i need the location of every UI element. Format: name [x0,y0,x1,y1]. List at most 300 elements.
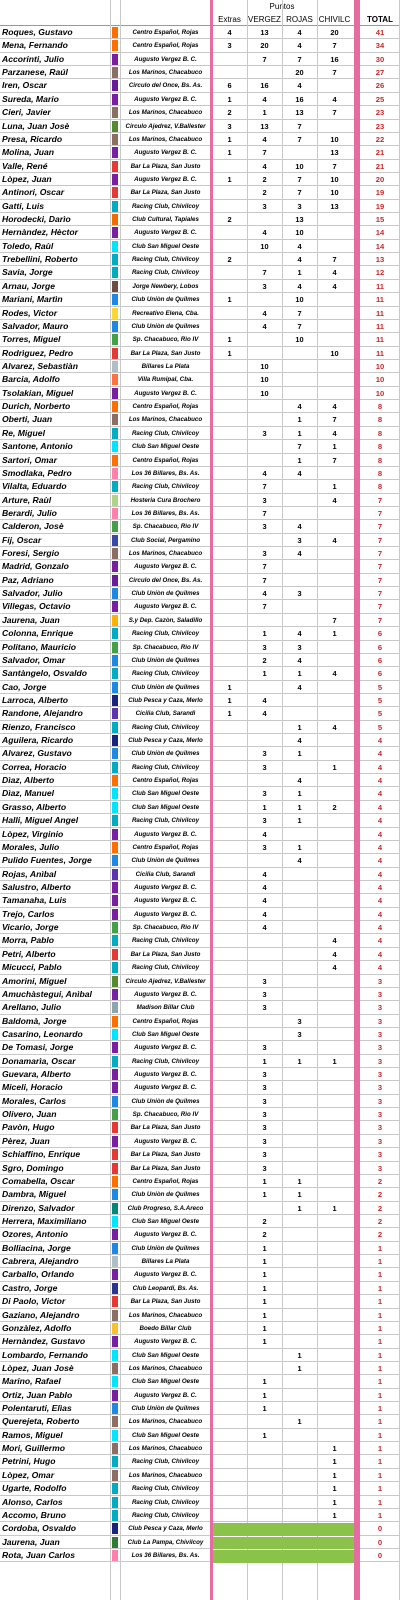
cell-rojas [282,1402,317,1415]
cell-extras [212,520,247,533]
cell-rojas [282,574,317,587]
cell-rojas: 4 [297,629,302,639]
club-color-swatch [112,281,118,292]
cell-chivilc: 1 [332,762,337,772]
cell-extras [212,1081,247,1094]
cell-total: 8 [377,442,383,452]
cell-vergez: 1 [262,1056,267,1066]
table-row [0,881,400,894]
cell-total: 2 [377,1190,383,1200]
table-row [0,1041,400,1054]
club-color-swatch [112,1203,118,1214]
cell-extras: 1 [227,94,232,104]
cell-chivilc [317,1349,352,1362]
table-row [0,1068,400,1081]
player-name: Foresi, Sergio [2,548,60,559]
cell-extras: 1 [227,335,232,345]
player-name: Durich, Norberto [2,401,71,412]
cell-rojas: 1 [297,802,302,812]
cell-rojas [282,1389,317,1402]
cell-total: 3 [377,989,383,999]
player-name: Mori, Guillermo [2,1443,66,1454]
table-row [0,186,400,199]
table-row [0,894,400,907]
club-color-swatch [112,254,118,265]
club-color-swatch [112,1269,118,1280]
cell-total: 4 [377,749,383,759]
club-color-swatch [112,495,118,506]
cell-chivilc [317,787,352,800]
cell-extras [212,1068,247,1081]
cell-extras [212,1415,247,1428]
player-name: Vicario, Jorge [2,922,59,933]
player-name: Savia, Jorge [2,267,53,278]
cell-chivilc: 1 [332,1203,337,1213]
club-color-swatch [112,615,118,626]
club-name: Cicilia Club, Sarandì [135,870,196,878]
cell-total: 1 [377,1470,383,1480]
cell-rojas: 4 [297,468,302,478]
player-name: Jaurena, Juan [2,614,60,625]
cell-chivilc [317,854,352,867]
player-name: Gatti, Luis [2,200,45,211]
cell-vergez: 1 [262,669,267,679]
cell-vergez: 3 [262,789,267,799]
cell-vergez: 7 [262,602,267,612]
club-name: Club Cultural, Tapiales [132,216,199,224]
club-color-swatch [112,842,118,853]
cell-total: 8 [377,415,383,425]
cell-chivilc [317,1335,352,1348]
cell-total: 3 [377,1136,383,1146]
club-name: Augusto Vergez B. C. [134,1071,197,1079]
player-name: Ramos, Miguel [2,1429,63,1440]
cell-total: 1 [377,1497,383,1507]
club-color-swatch [112,668,118,679]
player-name: Santàngelo, Osvaldo [2,668,88,679]
club-name: Bar La Plaza, San Justo [130,1298,201,1306]
club-color-swatch [112,1323,118,1334]
cell-vergez [247,681,282,694]
player-name: Petrini, Hugo [2,1456,56,1467]
cell-extras [212,547,247,560]
cell-chivilc [317,1322,352,1335]
cell-total: 5 [377,709,383,719]
club-name: Augusto Vergez B. C. [134,149,197,157]
club-color-swatch [112,628,118,639]
cell-rojas: 1 [297,789,302,799]
cell-total: 10 [375,375,385,385]
table-row [0,761,400,774]
cell-chivilc [317,1135,352,1148]
cell-chivilc [317,774,352,787]
club-name: Augusto Vergez B. C. [134,910,197,918]
cell-vergez: 7 [262,268,267,278]
table-row [0,868,400,881]
club-color-swatch [112,882,118,893]
club-name: Los Marinos, Chacabuco [128,69,203,77]
player-name: Comabella, Oscar [2,1175,75,1186]
cell-extras [212,574,247,587]
cell-vergez: 7 [262,562,267,572]
cell-chivilc [317,841,352,854]
cell-vergez: 1 [262,1310,267,1320]
table-row [0,253,400,266]
cell-extras [212,814,247,827]
club-name: Racing Club, Chivilcoy [131,630,200,638]
cell-rojas: 1 [297,722,302,732]
cell-rojas: 4 [297,402,302,412]
cell-rojas: 1 [297,1363,302,1373]
player-name: Vilalta, Eduardo [2,481,67,492]
zero-points-highlight [212,1523,356,1535]
club-name: Club San Miguel Oeste [131,1030,200,1038]
cell-total: 0 [377,1550,383,1560]
club-name: Circulo Ajedrez, V.Ballester [125,122,206,130]
cell-extras [212,1295,247,1308]
player-name: Randone, Alejandro [2,708,83,719]
club-name: Los Marinos, Chacabuco [128,1364,203,1372]
cell-chivilc: 1 [332,1470,337,1480]
cell-rojas: 7 [297,321,302,331]
cell-extras [212,934,247,947]
club-color-swatch [112,1336,118,1347]
player-name: Ortiz, Juan Pablo [2,1389,73,1400]
club-name: Club San Miguel Oeste [131,790,200,798]
cell-extras [212,948,247,961]
club-color-swatch [112,909,118,920]
cell-total: 1 [377,1337,383,1347]
cell-extras: 1 [227,148,232,158]
cell-rojas: 4 [297,81,302,91]
cell-chivilc: 7 [332,415,337,425]
cell-rojas: 10 [295,335,304,345]
cell-chivilc [317,560,352,573]
cell-vergez [247,934,282,947]
player-name: Santone, Antonio [2,441,73,452]
cell-rojas: 1 [297,669,302,679]
cell-rojas [282,1469,317,1482]
cell-total: 3 [377,1003,383,1013]
cell-chivilc: 16 [330,54,339,64]
cell-total: 8 [377,455,383,465]
cell-vergez [247,1015,282,1028]
club-name: Racing Club, Chivilcoy [131,670,200,678]
cell-vergez [247,1415,282,1428]
cell-extras [212,1095,247,1108]
player-name: Rienzo, Francisco [2,721,76,732]
player-name: Smodlaka, Pedro [2,467,72,478]
club-color-swatch [112,1029,118,1040]
header-row-top [0,0,400,13]
cell-total: 7 [377,562,383,572]
cell-chivilc [317,1028,352,1041]
club-name: Bar La Plaza, San Justo [130,950,201,958]
cell-rojas [282,1121,317,1134]
cell-chivilc [317,1295,352,1308]
player-name: Correa, Horacio [2,761,67,772]
club-name: Club Uniòn de Quilmes [131,750,200,758]
cell-rojas [282,1496,317,1509]
cell-extras [212,373,247,386]
cell-extras [212,387,247,400]
cell-chivilc [317,520,352,533]
table-row [0,333,400,346]
player-name: Ozores, Antonio [2,1229,69,1240]
cell-vergez: 1 [262,1377,267,1387]
header-row [0,13,400,26]
cell-total: 1 [377,1510,383,1520]
table-row [0,454,400,467]
cell-total: 8 [377,402,383,412]
player-name: Gonzàlez, Adolfo [2,1322,72,1333]
pink-separator-right [354,0,360,1600]
cell-total: 3 [377,1043,383,1053]
cell-chivilc [317,1015,352,1028]
club-name: Circulo del Once, Bs. As. [128,82,203,90]
club-color-swatch [112,1390,118,1401]
cell-extras [212,841,247,854]
cell-total: 4 [377,856,383,866]
table-row [0,280,400,293]
table-row [0,1188,400,1201]
cell-total: 4 [377,842,383,852]
cell-total: 3 [377,1083,383,1093]
club-name: Racing Club, Chivilcoy [131,723,200,731]
cell-rojas [282,881,317,894]
cell-rojas [282,975,317,988]
club-name: Club San Miguel Oeste [131,242,200,250]
cell-rojas [282,828,317,841]
table-row [0,427,400,440]
cell-chivilc: 4 [332,722,337,732]
cell-extras: 3 [227,41,232,51]
cell-extras [212,921,247,934]
club-name: Racing Club, Chivilcoy [131,202,200,210]
cell-total: 4 [377,963,383,973]
cell-chivilc [317,1268,352,1281]
club-name: Augusto Vergez B. C. [134,830,197,838]
cell-extras [212,1282,247,1295]
club-color-swatch [112,1416,118,1427]
cell-rojas [282,360,317,373]
cell-extras [212,1509,247,1522]
club-name: Circulo Ajedrez, V.Ballester [125,977,206,985]
cell-total: 1 [377,1430,383,1440]
cell-extras [212,507,247,520]
cell-total: 41 [375,28,385,37]
club-color-swatch [112,1002,118,1013]
club-color-swatch [112,1122,118,1133]
cell-extras [212,400,247,413]
cell-extras [212,774,247,787]
table-row [0,1295,400,1308]
cell-chivilc [317,988,352,1001]
cell-chivilc [317,79,352,92]
club-name: S.y Dep. Cazòn, Saladillo [128,616,203,624]
cell-extras [212,1389,247,1402]
cell-vergez: 3 [262,1096,267,1106]
cell-total: 1 [377,1377,383,1387]
cell-vergez: 3 [262,281,267,291]
club-name: Club Pesca y Caza, Merlo [128,696,203,704]
club-name: Club San Miguel Oeste [131,1378,200,1386]
table-row [0,200,400,213]
cell-chivilc [317,307,352,320]
club-color-swatch [112,294,118,305]
cell-vergez: 10 [260,241,269,251]
cell-rojas [282,560,317,573]
table-row [0,654,400,667]
club-name: Club Social, Pergamino [130,536,201,544]
cell-extras [212,1175,247,1188]
cell-chivilc [317,881,352,894]
club-name: Bar La Plaza, San Justo [130,349,201,357]
cell-total: 0 [377,1524,383,1534]
club-name: Madison Billar Club [136,1004,195,1012]
club-name: Club Progreso, S.A.Areco [127,1204,204,1212]
cell-chivilc: 1 [332,482,337,492]
cell-total: 1 [377,1484,383,1494]
cell-vergez [247,454,282,467]
club-color-swatch [112,468,118,479]
cell-chivilc [317,600,352,613]
cell-chivilc [317,1429,352,1442]
table-row [0,1121,400,1134]
player-name: Trejo, Carlos [2,908,55,919]
club-color-swatch [112,1497,118,1508]
cell-rojas [282,908,317,921]
club-color-swatch [112,748,118,759]
club-name: Bar La Plaza, San Justo [130,189,201,197]
club-color-swatch [112,267,118,278]
club-name: Racing Club, Chivilcoy [131,1485,200,1493]
cell-vergez: 10 [260,361,269,371]
cell-total: 4 [377,816,383,826]
cell-total: 10 [375,361,385,371]
cell-total: 5 [377,722,383,732]
club-color-swatch [112,548,118,559]
cell-rojas: 4 [297,255,302,265]
player-name: Mena, Fernando [2,40,68,51]
club-name: Augusto Vergez B. C. [134,1338,197,1346]
player-name: Arellano, Julio [2,1002,62,1013]
cell-extras [212,1362,247,1375]
table-row [0,440,400,453]
table-row [0,360,400,373]
table-row [0,373,400,386]
player-name: Trebellini, Roberto [2,254,78,265]
player-name: Amorini, Miguel [2,975,67,986]
cell-rojas [282,1375,317,1388]
cell-total: 20 [375,174,385,184]
club-name: Bar La Plaza, San Justo [130,162,201,170]
table-row [0,1429,400,1442]
table-row [0,1309,400,1322]
player-name: Salvador, Julio [2,588,63,599]
club-color-swatch [112,1403,118,1414]
player-name: Valle, René [2,160,48,171]
cell-vergez: 4 [262,161,267,171]
table-row [0,1362,400,1375]
player-name: Villegas, Octavio [2,601,71,612]
cell-rojas [282,1095,317,1108]
club-color-swatch [112,428,118,439]
table-row [0,1162,400,1175]
cell-rojas [282,1482,317,1495]
cell-vergez: 3 [262,549,267,559]
table-row [0,213,400,226]
player-name: Marino, Rafael [2,1376,61,1387]
player-name: Accomo, Bruno [2,1509,66,1520]
table-row [0,707,400,720]
club-name: Sp. Chacabuco, Rìo IV [132,336,199,344]
table-row [0,160,400,173]
cell-extras [212,320,247,333]
cell-chivilc [317,226,352,239]
club-color-swatch [112,241,118,252]
club-name: Billares La Plata [141,362,190,370]
club-color-swatch [112,1256,118,1267]
club-name: Augusto Vergez B. C. [134,1084,197,1092]
club-name: Sp. Chacabuco, Rìo IV [132,523,199,531]
club-name: Racing Club, Chivilcoy [131,964,200,972]
club-color-swatch [112,1537,118,1548]
cell-vergez: 4 [262,321,267,331]
club-name: Club Uniòn de Quilmes [131,857,200,865]
table-row [0,721,400,734]
player-name: Schiaffino, Enrique [2,1149,81,1160]
table-row [0,1442,400,1455]
table-row [0,534,400,547]
club-name: Augusto Vergez B. C. [134,1391,197,1399]
cell-vergez [247,293,282,306]
cell-chivilc: 4 [332,402,337,412]
cell-total: 0 [377,1537,383,1547]
cell-rojas [282,1309,317,1322]
cell-vergez: 1 [262,1243,267,1253]
club-name: Club Pesca y Caza, Merlo [128,1525,203,1533]
cell-total: 1 [377,1243,383,1253]
club-name: Augusto Vergez B. C. [134,884,197,891]
cell-rojas [282,1228,317,1241]
player-name: Salustro, Alberto [2,882,71,892]
cell-total: 27 [375,68,385,78]
club-color-swatch [112,976,118,987]
cell-vergez [247,721,282,734]
cell-vergez: 1 [262,1190,267,1200]
cell-extras [212,600,247,613]
cell-chivilc: 4 [332,428,337,438]
player-name: Olivero, Juan [2,1109,57,1120]
club-color-swatch [112,561,118,572]
player-name: Miceli, Horacio [2,1082,63,1093]
cell-extras [212,1429,247,1442]
club-color-swatch [112,575,118,586]
cell-rojas [282,614,317,627]
cell-rojas [282,988,317,1001]
cell-rojas [282,1215,317,1228]
cell-vergez [247,948,282,961]
table-row [0,1108,400,1121]
club-name: Club La Pampa, Chivilcoy [127,1538,204,1546]
cell-vergez: 3 [262,1043,267,1053]
table-row [0,1215,400,1228]
table-row [0,948,400,961]
cell-total: 4 [377,762,383,772]
club-color-swatch [112,989,118,1000]
club-name: Centro Español, Rojas [132,29,199,36]
